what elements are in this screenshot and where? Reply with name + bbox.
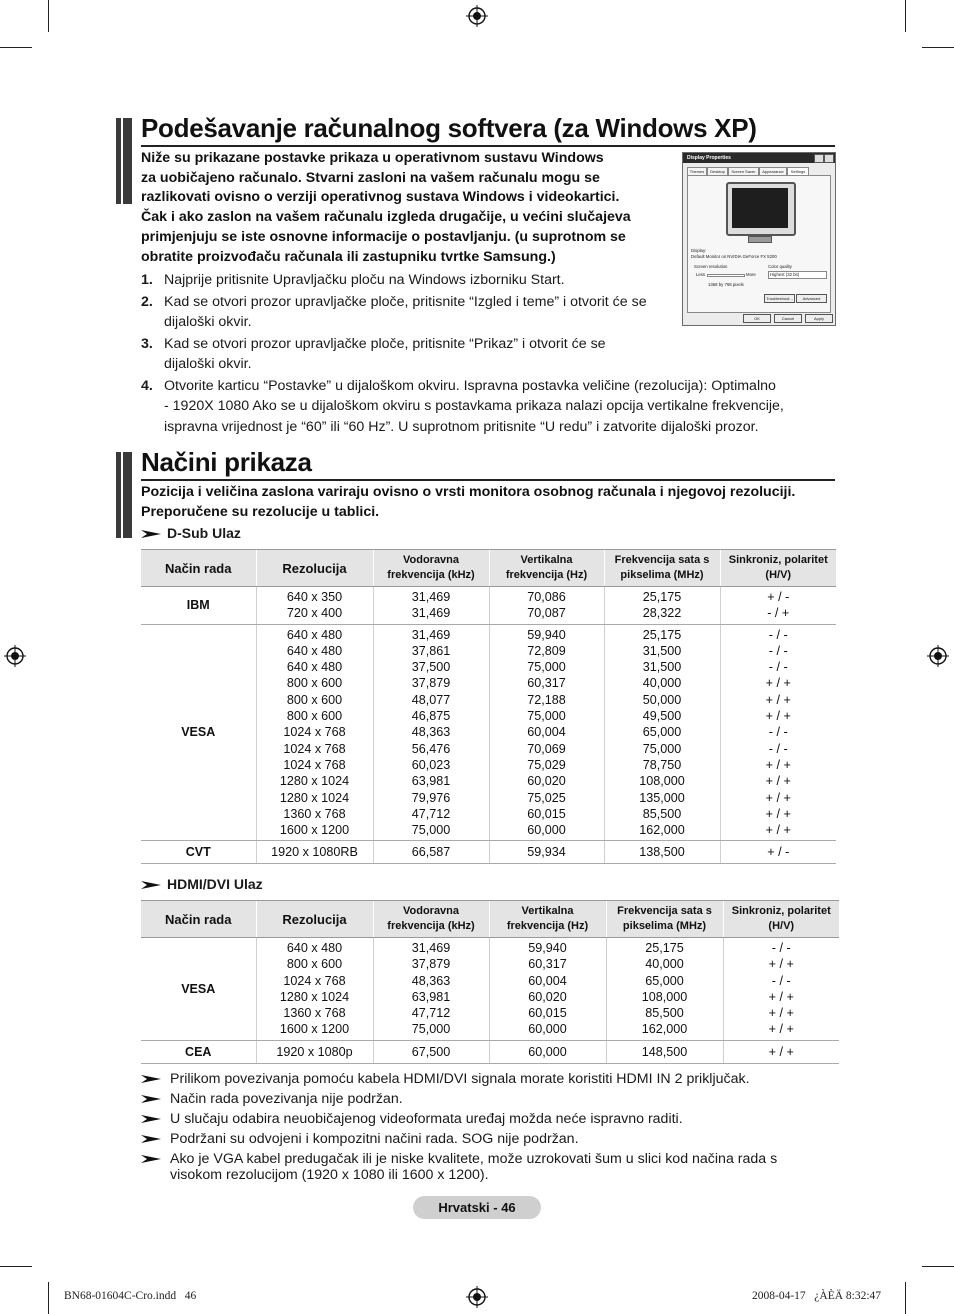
cell-value: 75,025 <box>527 790 566 805</box>
cell-value: 800 x 600 <box>286 957 343 972</box>
table-header-row <box>141 550 836 587</box>
note-item <box>141 1111 821 1129</box>
step-line: dijaloški okvir. <box>164 314 252 330</box>
cell-value: 50,000 <box>642 692 682 707</box>
cell-value: 60,000 <box>527 823 566 838</box>
note-item <box>141 1131 821 1149</box>
cell-value: 1024 x 768 <box>283 741 346 756</box>
note-line: Ako je VGA kabel predugačak ili je niske kvalitete, može uzrokovati šum u slici kod načina rada s <box>170 1151 778 1167</box>
cell-value: 720 x 400 <box>286 606 343 621</box>
tab-desktop: Desktop <box>707 167 728 175</box>
table-row <box>141 841 836 864</box>
registration-mark-icon <box>4 645 26 667</box>
cell-value: 37,879 <box>411 957 451 972</box>
cell-value: 48,363 <box>411 725 451 740</box>
cell-value: - / - <box>768 643 788 658</box>
cell-value: 37,879 <box>411 676 451 691</box>
cell-value: 31,469 <box>411 941 451 955</box>
cell-value: 75,000 <box>411 1022 451 1037</box>
res-cell <box>256 624 373 841</box>
cell-value: 70,087 <box>527 606 566 621</box>
apply-button: Apply <box>805 314 833 323</box>
cell-value: + / + <box>765 806 791 821</box>
cell-value: 1920 x 1080RB <box>271 845 358 860</box>
advanced-button: Advanced <box>796 294 827 303</box>
cell-value: 28,322 <box>642 606 682 621</box>
intro-line: primjenjuju se iste osnovne informacije o postavljanju. (u suprotnom se <box>141 228 626 245</box>
table-row <box>141 938 839 1041</box>
intro-line: za uobičajeno računalo. Stvarni zasloni na vašem računalu mogu se <box>141 169 600 186</box>
mode-cell: CEA <box>141 1040 256 1063</box>
cell-value: 640 x 480 <box>286 627 343 642</box>
display-label: Display: <box>691 248 707 253</box>
header-horizontal-frequency: Vodoravna frekvencija (kHz) <box>373 901 489 938</box>
v-cell <box>489 587 604 625</box>
step-line: Otvorite karticu “Postavke” u dijaloškom okviru. Ispravna postavka veličine (rezolucija): Optimalno <box>164 377 776 394</box>
table-row <box>141 587 836 625</box>
cell-value: 31,500 <box>642 660 682 675</box>
cell-value: 40,000 <box>645 957 684 972</box>
page-number-badge: Hrvatski - 46 <box>413 1196 541 1219</box>
crop-mark <box>905 0 906 32</box>
cell-value: 108,000 <box>641 989 688 1004</box>
tab-themes: Themes <box>687 167 707 175</box>
display-value: Default Monitor on NVIDIA GeForce FX 5200 <box>691 254 777 259</box>
step-number: 2. <box>141 293 153 310</box>
hdmi-heading <box>141 876 263 892</box>
cell-value: 108,000 <box>639 774 685 789</box>
cell-value: + / + <box>765 757 791 772</box>
cell-value: 25,175 <box>645 941 684 955</box>
cell-value: 75,000 <box>527 660 566 675</box>
cell-value: 79,976 <box>411 790 451 805</box>
cell-value: 46,875 <box>411 709 451 724</box>
h-cell <box>373 624 489 841</box>
header-horizontal-frequency: Vodoravna frekvencija (kHz) <box>373 550 489 587</box>
cell-value: 78,750 <box>642 757 682 772</box>
cell-value: 1024 x 768 <box>283 725 346 740</box>
cell-value: 135,000 <box>639 790 685 805</box>
header-pixel-clock: Frekvencija sata s pikselima (MHz) <box>604 550 720 587</box>
cell-value: 1280 x 1024 <box>279 989 350 1004</box>
cell-value: 67,500 <box>411 1044 451 1059</box>
cell-value: 1024 x 768 <box>283 973 346 988</box>
header-pixel-clock: Frekvencija sata s pikselima (MHz) <box>606 901 723 938</box>
header-resolution: Rezolucija <box>256 901 373 938</box>
cell-value: 65,000 <box>642 725 682 740</box>
cell-value: 48,077 <box>411 692 451 707</box>
cell-value: - / + <box>767 606 790 621</box>
color-select: Highest (32 bit) <box>768 271 827 279</box>
dsub-heading-text: D-Sub Ulaz <box>167 525 241 541</box>
cell-value: 60,004 <box>528 973 567 988</box>
cell-value: 85,500 <box>645 1006 684 1021</box>
header-sync-polarity: Sinkroniz, polaritet (H/V) <box>723 901 839 938</box>
note-text: Podržani su odvojeni i kompozitni načini rada. SOG nije podržan. <box>170 1131 579 1147</box>
cell-value: 800 x 600 <box>286 676 343 691</box>
tab-appearance: Appearance <box>759 167 787 175</box>
dsub-heading <box>141 525 241 541</box>
registration-mark-icon <box>466 5 488 27</box>
table-row <box>141 1040 839 1063</box>
note-text: U slučaju odabira neuobičajenog videoformata uređaj možda neće ispravno raditi. <box>170 1111 683 1127</box>
intro-line: obratite proizvođaču računala ili zastupniku tvrtke Samsung.) <box>141 248 556 265</box>
less-label: Less <box>696 272 706 277</box>
registration-mark-icon <box>927 645 949 667</box>
cell-value: + / + <box>768 1006 794 1021</box>
step-item <box>141 334 831 375</box>
v-cell <box>489 841 604 864</box>
cell-value: 60,004 <box>527 725 566 740</box>
crop-mark <box>48 0 49 32</box>
pol-cell <box>720 841 836 864</box>
table-row <box>141 624 836 841</box>
cancel-button: Cancel <box>774 314 802 323</box>
header-resolution: Rezolucija <box>256 550 373 587</box>
v-cell <box>489 624 604 841</box>
mode-cell: VESA <box>141 938 256 1041</box>
cell-value: - / - <box>768 627 788 642</box>
res-cell <box>256 841 373 864</box>
crop-mark <box>922 1266 954 1267</box>
cell-value: 1920 x 1080p <box>276 1044 353 1059</box>
section-rule <box>141 479 835 481</box>
intro-line: Pozicija i veličina zaslona variraju ovisno o vrsti monitora osobnog računala i njegovoj rezoluciji. <box>141 484 796 500</box>
hdmi-table <box>141 900 839 1064</box>
step-line: ispravna vrijednost je “60” ili “60 Hz”. U suprotnom pritisnite “U redu” i zatvorite dijaloški prozor. <box>164 418 759 435</box>
cell-value: + / + <box>768 957 794 972</box>
cell-value: 37,861 <box>411 643 451 658</box>
cell-value: 65,000 <box>645 973 684 988</box>
dialog-titlebar <box>683 153 835 163</box>
note-arrow-icon <box>141 1094 161 1104</box>
cell-value: + / + <box>768 989 794 1004</box>
note-arrow-icon <box>141 880 161 890</box>
h-cell <box>373 587 489 625</box>
note-arrow-icon <box>141 1154 161 1164</box>
cell-value: 31,469 <box>411 606 451 621</box>
pol-cell <box>723 938 839 1041</box>
cell-value: 25,175 <box>642 627 682 642</box>
cell-value: 640 x 480 <box>286 643 343 658</box>
clk-cell <box>606 1040 723 1063</box>
res-cell <box>256 1040 373 1063</box>
cell-value: 59,940 <box>527 627 566 642</box>
dsub-table <box>141 549 836 864</box>
clk-cell <box>604 587 720 625</box>
note-arrow-icon <box>141 1134 161 1144</box>
note-arrow-icon <box>141 1074 161 1084</box>
cell-value: - / - <box>768 741 788 756</box>
crop-mark <box>922 47 954 48</box>
step-number: 3. <box>141 335 153 352</box>
troubleshoot-button: Troubleshoot... <box>764 294 795 303</box>
cell-value: 70,086 <box>527 590 566 604</box>
header-mode: Način rada <box>141 550 256 587</box>
cell-value: + / + <box>765 790 791 805</box>
cell-value: + / + <box>765 823 791 838</box>
cell-value: 60,015 <box>528 1006 567 1021</box>
note-arrow-icon <box>141 529 161 539</box>
cell-value: 59,940 <box>528 941 567 955</box>
cell-value: 1600 x 1200 <box>279 1022 350 1037</box>
resolution-slider <box>707 274 745 277</box>
cell-value: 60,317 <box>528 957 567 972</box>
cell-value: - / - <box>771 941 791 955</box>
intro-line: razlikovati ovisno o verziji operativnog sustava Windows i videokartici. <box>141 189 620 206</box>
cell-value: 162,000 <box>641 1022 688 1037</box>
res-cell <box>256 587 373 625</box>
cell-value: 72,809 <box>527 643 566 658</box>
cell-value: 31,500 <box>642 643 682 658</box>
cell-value: 640 x 480 <box>286 941 343 955</box>
cell-value: + / + <box>768 1022 794 1037</box>
registration-mark-icon <box>466 1286 488 1308</box>
resolution-label: Screen resolution <box>694 264 728 269</box>
cell-value: 72,188 <box>527 692 566 707</box>
cell-value: 800 x 600 <box>286 692 343 707</box>
monitor-stand <box>748 236 772 243</box>
tab-settings: Settings <box>787 167 809 175</box>
section-bar <box>116 452 132 538</box>
cell-value: 148,500 <box>641 1044 688 1059</box>
cell-value: - / - <box>768 660 788 675</box>
crop-mark <box>905 1282 906 1314</box>
step-number: 1. <box>141 272 153 288</box>
h-cell <box>373 938 489 1041</box>
section-bar <box>116 118 132 204</box>
cell-value: 75,000 <box>411 823 451 838</box>
settings-panel <box>687 175 831 313</box>
clk-cell <box>604 841 720 864</box>
close-icon <box>824 154 834 163</box>
cell-value: + / + <box>765 774 791 789</box>
cell-value: 75,029 <box>527 757 566 772</box>
cell-value: - / - <box>768 725 788 740</box>
dialog-title: Display Properties <box>687 155 731 161</box>
cell-value: 60,020 <box>527 774 566 789</box>
hdmi-table-body <box>141 938 839 1064</box>
imprint-file: BN68-01604C-Cro.indd 46 <box>64 1290 197 1302</box>
help-icon <box>814 154 824 163</box>
step-line: dijaloški okvir. <box>164 356 252 372</box>
cell-value: 37,500 <box>411 660 451 675</box>
cell-value: + / - <box>767 845 790 860</box>
cell-value: 49,500 <box>642 709 682 724</box>
cell-value: + / + <box>768 1044 794 1059</box>
cell-value: 1600 x 1200 <box>279 823 350 838</box>
note-item <box>141 1071 821 1089</box>
cell-value: 40,000 <box>642 676 682 691</box>
cell-value: + / - <box>767 590 790 604</box>
pol-cell <box>720 624 836 841</box>
cell-value: 60,020 <box>528 989 567 1004</box>
note-text <box>170 1151 777 1183</box>
cell-value: 75,000 <box>642 741 682 756</box>
note-text: Način rada povezivanja nije podržan. <box>170 1091 403 1107</box>
intro-line: Niže su prikazane postavke prikaza u operativnom sustavu Windows <box>141 150 604 166</box>
note-text: Prilikom povezivanja pomoću kabela HDMI/DVI signala morate koristiti HDMI IN 2 priključak. <box>170 1071 750 1087</box>
note-line: visokom rezolucijom (1920 x 1080 ili 1600 x 1200). <box>170 1167 489 1183</box>
tab-screen-saver: Screen Saver <box>728 167 759 175</box>
step-number: 4. <box>141 377 153 394</box>
cell-value: 56,476 <box>411 741 451 756</box>
step-item <box>141 376 831 438</box>
section-rule <box>141 145 835 147</box>
table-header-row <box>141 901 839 938</box>
res-cell <box>256 938 373 1041</box>
note-arrow-icon <box>141 1114 161 1124</box>
monitor-icon <box>726 182 796 236</box>
crop-mark <box>0 47 32 48</box>
cell-value: 25,175 <box>642 590 682 604</box>
cell-value: 48,363 <box>411 973 451 988</box>
cell-value: 1280 x 1024 <box>279 774 350 789</box>
cell-value: 138,500 <box>639 845 685 860</box>
mode-cell: VESA <box>141 624 256 841</box>
pol-cell <box>720 587 836 625</box>
clk-cell <box>606 938 723 1041</box>
note-item <box>141 1151 821 1185</box>
cell-value: 640 x 350 <box>286 590 343 604</box>
cell-value: 60,000 <box>528 1044 567 1059</box>
cell-value: 70,069 <box>527 741 566 756</box>
h-cell <box>373 1040 489 1063</box>
mode-cell: CVT <box>141 841 256 864</box>
cell-value: 60,000 <box>528 1022 567 1037</box>
ok-button: OK <box>743 314 771 323</box>
cell-value: + / + <box>765 692 791 707</box>
clk-cell <box>604 624 720 841</box>
imprint-date: 2008-04-17 ¿ÀÈÄ 8:32:47 <box>752 1290 882 1302</box>
cell-value: 63,981 <box>411 774 451 789</box>
cell-value: 31,469 <box>411 590 451 604</box>
cell-value: 800 x 600 <box>286 709 343 724</box>
cell-value: 47,712 <box>411 806 451 821</box>
cell-value: 60,023 <box>411 757 451 772</box>
resolution-value: 1368 by 768 pixels <box>708 282 744 287</box>
pol-cell <box>723 1040 839 1063</box>
cell-value: + / + <box>765 709 791 724</box>
dsub-table-body <box>141 587 836 864</box>
cell-value: 31,469 <box>411 627 451 642</box>
cell-value: 75,000 <box>527 709 566 724</box>
cell-value: 59,934 <box>527 845 566 860</box>
section-intro <box>141 149 681 267</box>
step-line: Najprije pritisnite Upravljačku ploču na Windows izborniku Start. <box>164 272 565 288</box>
hdmi-heading-text: HDMI/DVI Ulaz <box>167 876 263 892</box>
header-sync-polarity: Sinkroniz, polaritet (H/V) <box>720 550 836 587</box>
cell-value: 63,981 <box>411 989 451 1004</box>
cell-value: 85,500 <box>642 806 682 821</box>
step-line: Kad se otvori prozor upravljačke ploče, pritisnite “Izgled i teme” i otvorit će se <box>164 293 647 310</box>
more-label: More <box>746 272 756 277</box>
v-cell <box>489 1040 606 1063</box>
step-line: - 1920X 1080 Ako se u dijaloškom okviru s postavkama prikaza nalazi opcija vertikalne frekvencije, <box>164 398 784 414</box>
cell-value: 1024 x 768 <box>283 757 346 772</box>
header-vertical-frequency: Vertikalna frekvencija (Hz) <box>489 901 606 938</box>
intro-line: Čak i ako zaslon na vašem računalu izgleda drugačije, u većini slučajeva <box>141 209 631 226</box>
cell-value: 1280 x 1024 <box>279 790 350 805</box>
cell-value: + / + <box>765 676 791 691</box>
section-title: Načini prikaza <box>141 447 312 477</box>
cell-value: 1360 x 768 <box>283 1006 346 1021</box>
cell-value: - / - <box>771 973 791 988</box>
note-item <box>141 1091 821 1109</box>
step-line: Kad se otvori prozor upravljačke ploče, pritisnite “Prikaz” i otvorit će se <box>164 335 606 352</box>
crop-mark <box>0 1266 32 1267</box>
v-cell <box>489 938 606 1041</box>
cell-value: 60,015 <box>527 806 566 821</box>
cell-value: 47,712 <box>411 1006 451 1021</box>
crop-mark <box>48 1282 49 1314</box>
display-properties-screenshot <box>682 152 836 326</box>
header-vertical-frequency: Vertikalna frekvencija (Hz) <box>489 550 604 587</box>
section-title: Podešavanje računalnog softvera (za Windows XP) <box>141 113 757 143</box>
section-intro <box>141 483 835 522</box>
cell-value: 162,000 <box>639 823 685 838</box>
mode-cell: IBM <box>141 587 256 625</box>
header-mode: Način rada <box>141 901 256 938</box>
h-cell <box>373 841 489 864</box>
cell-value: 60,317 <box>527 676 566 691</box>
intro-line: Preporučene su rezolucije u tablici. <box>141 503 380 520</box>
cell-value: 66,587 <box>411 845 451 860</box>
color-label: Color quality <box>768 264 792 269</box>
cell-value: 640 x 480 <box>286 660 343 675</box>
cell-value: 1360 x 768 <box>283 806 346 821</box>
